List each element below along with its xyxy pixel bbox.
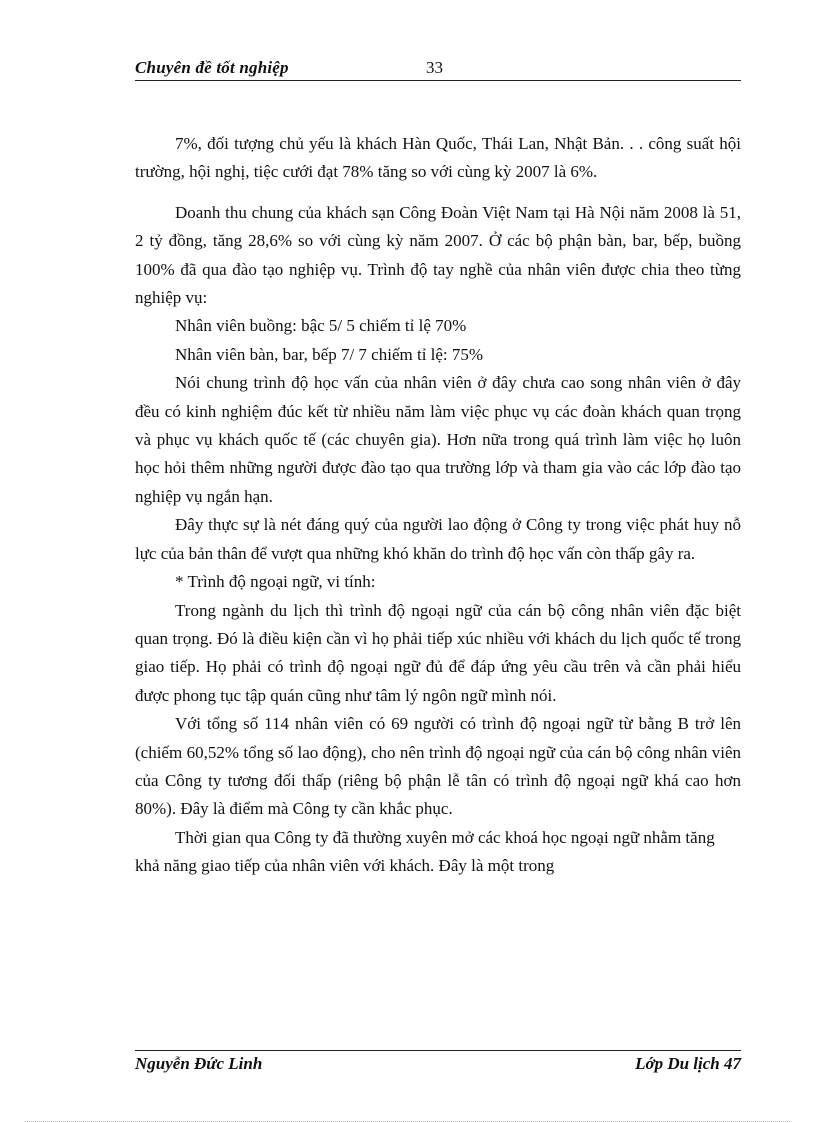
page-footer — [135, 1050, 741, 1075]
paragraph-language-stats: Với tổng số 114 nhân viên có 69 người có trình độ ngoại ngữ từ bằng B trở lên (chiếm 60,52% tổng số lao động), cho nên trình độ ngoại ngữ của cán bộ công nhân viên của Công ty tương đối thấp (riêng bộ phận lễ tân có trình độ ngoại ngữ khá cao hơn 80%). Đây là điểm mà Công ty cần khắc phục. — [135, 714, 741, 819]
paragraph-continuation: 7%, đối tượng chủ yếu là khách Hàn Quốc, Thái Lan, Nhật Bản. . . công suất hội trường, hội nghị, tiệc cưới đạt 78% tăng so với cùng kỳ 2007 là 6%. — [135, 134, 741, 182]
list-item-room-staff: Nhân viên buồng: bậc 5/ 5 chiếm tỉ lệ 70% — [175, 316, 467, 336]
paragraph-training-courses: Thời gian qua Công ty đã thường xuyên mở các khoá học ngoại ngữ nhằm tăng khả năng giao tiếp của nhân viên với khách. Đây là một trong — [135, 827, 715, 876]
footer-class: Lớp Du lịch 47 — [635, 1054, 741, 1073]
paragraph-education: Nói chung trình độ học vấn của nhân viên ở đây chưa cao song nhân viên ở đây đều có kinh nghiệm đúc kết từ nhiều năm làm việc phục vụ các đoàn khách quan trọng và phục vụ khách quốc tế (các chuyên gia). Hơn nữa trong quá trình làm việc họ luôn học hỏi thêm những người được đào tạo qua trường lớp và tham gia vào các lớp đào tạo nghiệp vụ ngắn hạn. — [135, 373, 741, 506]
paragraph-revenue: Doanh thu chung của khách sạn Công Đoàn Việt Nam tại Hà Nội năm 2008 là 51, 2 tỷ đồng, tăng 28,6% so với cùng kỳ năm 2007. Ở các bộ phận bàn, bar, bếp, buồng 100% đã qua đào tạo nghiệp vụ. Trình độ tay nghề của nhân viên được chia theo từng nghiệp vụ: — [135, 202, 741, 308]
page-number: 33 — [426, 58, 443, 77]
paragraph-effort: Đây thực sự là nét đáng quý của người lao động ở Công ty trong việc phát huy nỗ lực của bản thân để vượt qua những khó khăn do trình độ học vấn còn thấp gây ra. — [135, 515, 741, 563]
document-title: Chuyên đề tốt nghiệp — [135, 58, 289, 77]
body-text — [135, 130, 741, 881]
section-heading-language-skills: * Trình độ ngoại ngữ, vi tính: — [175, 572, 376, 592]
paragraph-language-importance: Trong ngành du lịch thì trình độ ngoại ngữ của cán bộ công nhân viên đặc biệt quan trọng. Đó là điều kiện cần vì họ phải tiếp xúc nhiều với khách du lịch quốc tế trong giao tiếp. Họ phải có trình độ ngoại ngữ đủ để đáp ứng yêu cầu trên và cần phải hiểu được phong tục tập quán cũng như tâm lý ngôn ngữ mình nói. — [135, 600, 741, 705]
list-item-restaurant-staff: Nhân viên bàn, bar, bếp 7/ 7 chiếm tỉ lệ: 75% — [175, 344, 484, 364]
page-boundary-divider — [25, 1121, 790, 1122]
page-header — [135, 58, 741, 81]
footer-author: Nguyễn Đức Linh — [135, 1054, 263, 1073]
